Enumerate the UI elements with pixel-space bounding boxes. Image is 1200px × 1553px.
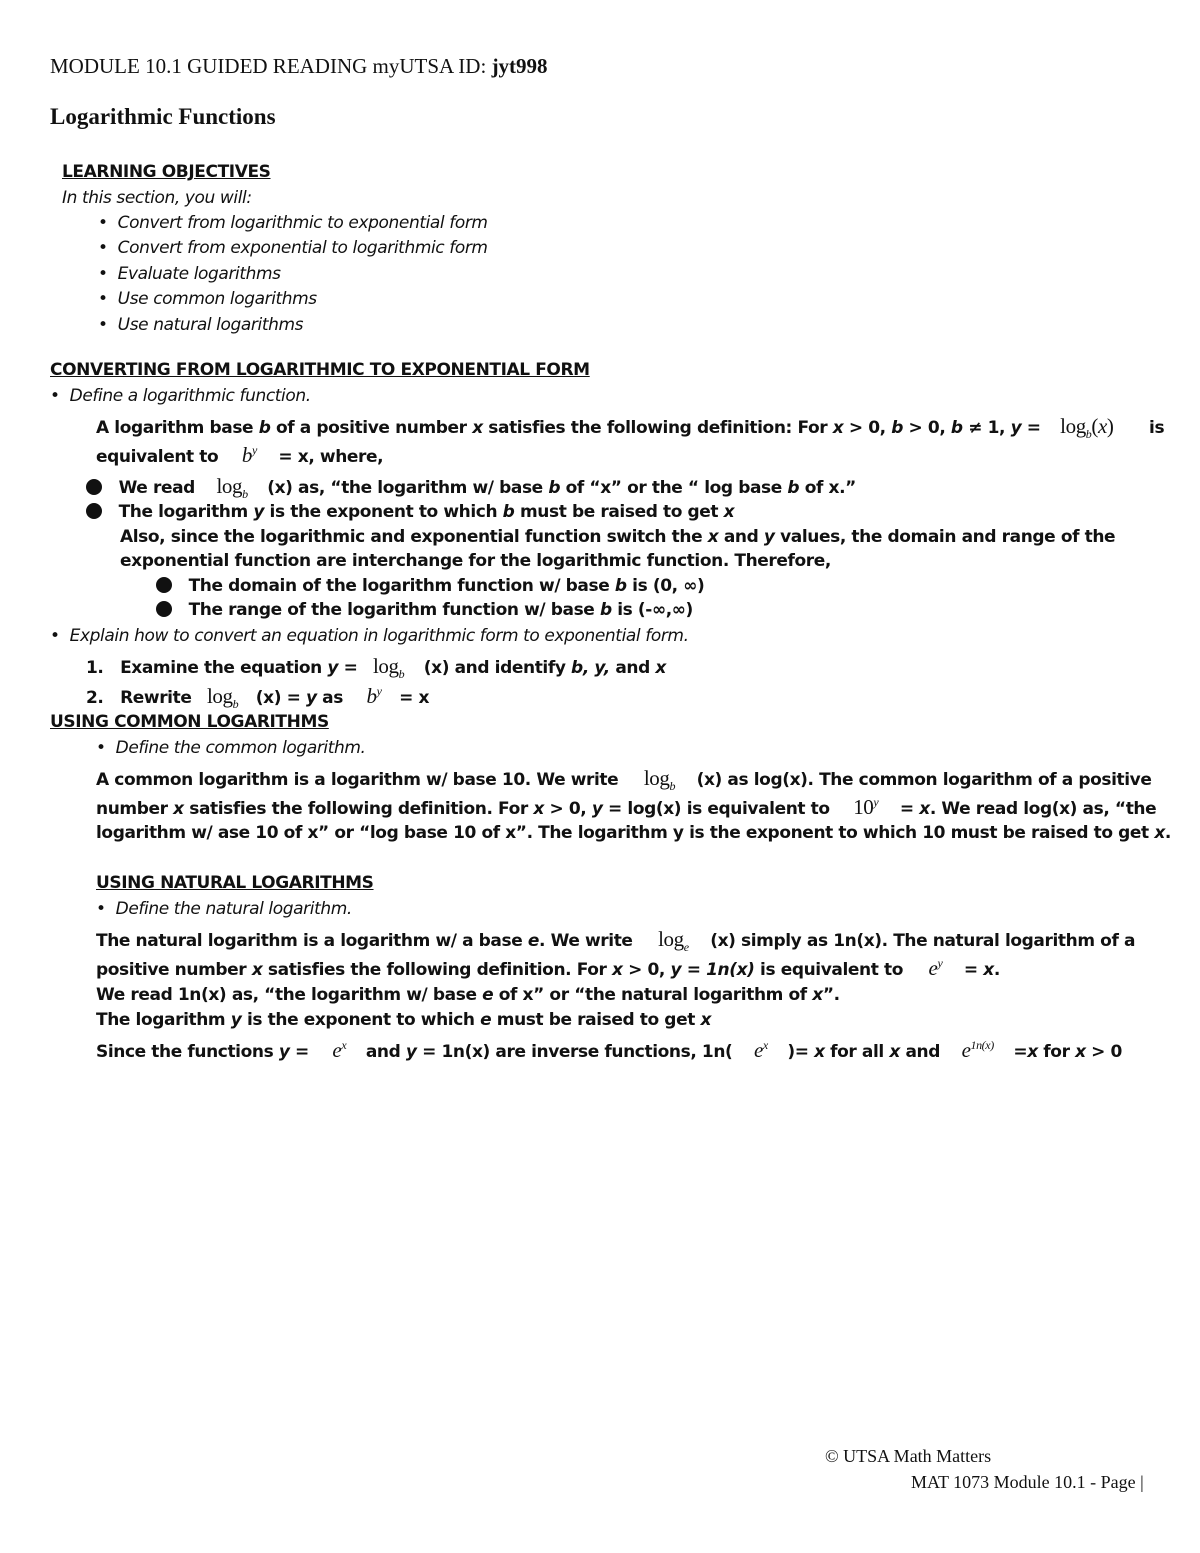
objective-item: • Convert from logarithmic to exponential form xyxy=(98,213,488,233)
page-footer: MAT 1073 Module 10.1 - Page | xyxy=(911,1472,1144,1492)
page-title: Logarithmic Functions xyxy=(50,104,276,129)
log-base-e: $\log_e$ xyxy=(658,927,689,955)
objective-item: • Evaluate logarithms xyxy=(98,264,281,284)
log-base-b-of-x: $\log_b(x)$ xyxy=(1060,414,1114,442)
natural-heading: USING NATURAL LOGARITHMS xyxy=(96,873,374,893)
log-base-b: $\log_b$ xyxy=(373,654,405,682)
step-2: 2. Rewrite $\log_b (x) = y$ as $b^y = x$ xyxy=(86,684,430,712)
objectives-heading: LEARNING OBJECTIVES xyxy=(62,162,271,182)
converting-heading: CONVERTING FROM LOGARITHMIC TO EXPONENTIAL FORM xyxy=(50,360,590,380)
range-bullet: The range of the logarithm function w/ base b is (-∞,∞) xyxy=(156,600,693,620)
e-to-the-x: $e^x$ xyxy=(753,1038,768,1062)
log-definition-line-2: equivalent to $b^y = x$, where, xyxy=(96,443,384,467)
b-to-the-y: $b^y$ xyxy=(366,684,382,708)
step-1: 1. Examine the equation $y = \log_b (x)$ and identify b, y, and x xyxy=(86,654,666,682)
e-to-the-ln-x: $e^{1n(x)}$ xyxy=(961,1038,994,1062)
id-value: jyt998 xyxy=(491,54,548,78)
copyright-footer: © UTSA Math Matters xyxy=(825,1446,992,1466)
define-log-prompt: • Define a logarithmic function. xyxy=(50,386,311,406)
common-line-2: number x satisfies the following definition. For x > 0, y = log(x) is equivalent to 10$^y$ = x. We read log(x) as, “the xyxy=(96,795,1157,819)
log-base-b: $\log_b$ xyxy=(216,474,248,502)
natural-prompt: • Define the natural logarithm. xyxy=(96,899,352,919)
module-label: MODULE 10.1 GUIDED READING xyxy=(50,54,368,78)
domain-bullet: The domain of the logarithm function w/ base b is (0, ∞) xyxy=(156,576,704,596)
page-header xyxy=(50,54,548,79)
common-prompt: • Define the common logarithm. xyxy=(96,738,366,758)
common-line-1: A common logarithm is a logarithm w/ base 10. We write $\log_b (x)$ as log(x). The common logarithm of a positive xyxy=(96,766,1152,794)
objective-item: • Use natural logarithms xyxy=(98,315,304,335)
objective-item: • Convert from exponential to logarithmic form xyxy=(98,238,488,258)
common-line-3: logarithm w/ ase 10 of x” or “log base 10 of x”. The logarithm y is the exponent to which 10 must be raised to get x. xyxy=(96,823,1171,843)
common-heading: USING COMMON LOGARITHMS xyxy=(50,712,329,732)
we-read-bullet: We read $\log_b (x)$ as, “the logarithm w/ base b of “x” or the “ log base b of x.” xyxy=(86,474,856,502)
natural-line-3: We read 1n(x) as, “the logarithm w/ base e of x” or “the natural logarithm of x”. xyxy=(96,985,840,1005)
natural-line-4: The logarithm y is the exponent to which e must be raised to get x xyxy=(96,1010,712,1030)
also-line-1: Also, since the logarithmic and exponential function switch the x and y values, the domain and range of the xyxy=(120,527,1116,547)
log-definition-line-1: A logarithm base b of a positive number x satisfies the following definition: For x > 0, b > 0, b ≠ 1, $y = \log_b(x)$ is xyxy=(96,414,1165,442)
objectives-intro: In this section, you will: xyxy=(62,188,252,208)
e-to-the-x: $e^x$ xyxy=(332,1038,347,1062)
natural-line-5: Since the functions $y = e^x$ and y = 1n(x) are inverse functions, 1n( $e^x$ )= x for all x and $e^{1n(x)} =x$ for x > 0 xyxy=(96,1038,1122,1062)
objective-item: • Use common logarithms xyxy=(98,289,317,309)
id-label: myUTSA ID: xyxy=(372,54,487,78)
b-to-the-y: $b^y$ xyxy=(241,443,257,467)
natural-line-1: The natural logarithm is a logarithm w/ a base e. We write $\log_e (x)$ simply as 1n(x). The natural logarithm of a xyxy=(96,927,1136,955)
ten-to-the-y: 10$^y$ xyxy=(853,795,879,819)
also-line-2: exponential function are interchange for the logarithmic function. Therefore, xyxy=(120,551,831,571)
explain-prompt: • Explain how to convert an equation in logarithmic form to exponential form. xyxy=(50,626,689,646)
log-base-b: $\log_b$ xyxy=(207,684,239,712)
natural-line-2: positive number x satisfies the following definition. For x > 0, y = 1n(x) is equivalent to $e^y = x$. xyxy=(96,956,1000,980)
e-to-the-y: $e^y$ xyxy=(928,956,943,980)
log-base-b: $\log_b$ xyxy=(643,766,676,794)
exponent-bullet: The logarithm y is the exponent to which b must be raised to get x xyxy=(86,502,734,522)
